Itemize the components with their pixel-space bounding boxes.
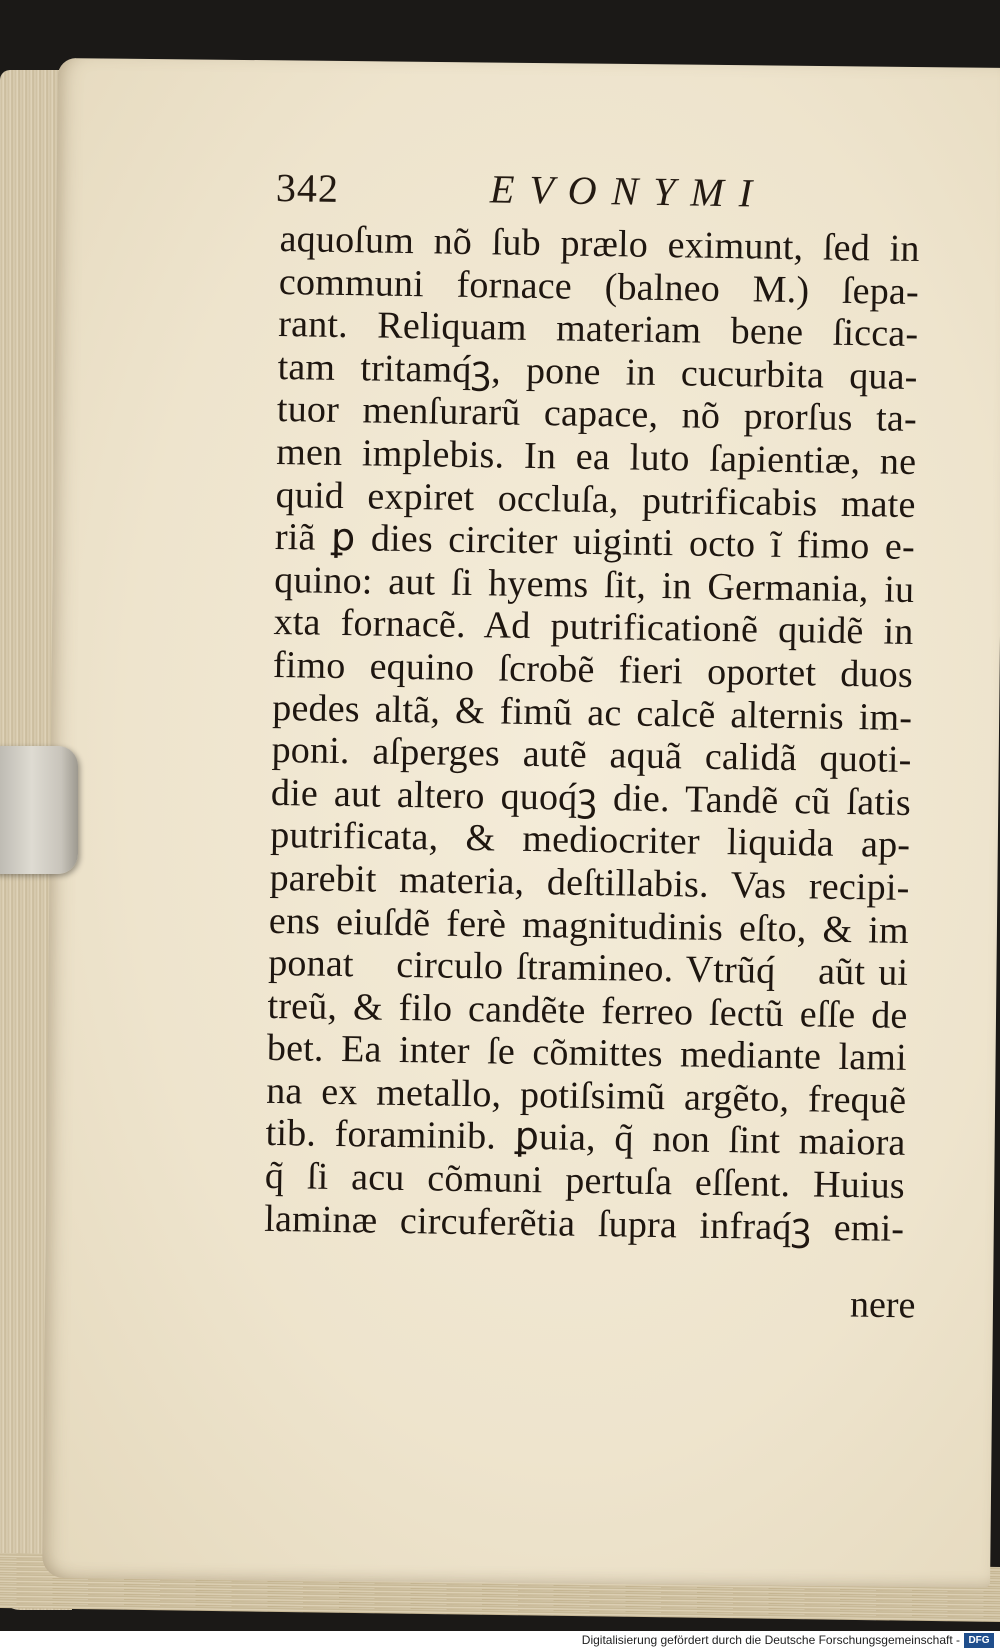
text-line: communi fornace (balneo M.) ſepa-: [278, 260, 920, 313]
text-line: quino: aut ſi hyems ſit, in Germania, iu: [273, 558, 915, 611]
text-line: aquoſum nõ ſub prælo eximunt, ſed in: [279, 218, 920, 271]
page-number: 342: [275, 165, 340, 211]
text-line: parebit materia, deſtillabis. Vas recipi-: [269, 856, 910, 909]
text-line: tuor menſurarũ capace, nõ prorſus ta-: [276, 388, 918, 441]
text-line: treũ, & filo candẽte ferreo ſectũ eſſe de: [267, 984, 908, 1037]
text-line: q̃ ſi acu cõmuni pertuſa eſſent. Huius: [264, 1154, 906, 1207]
text-line: riã ꝑ dies circiter uiginti octo ĩ fimo e-: [274, 516, 916, 569]
text-line: tam tritamq́ꝫ, pone in cucurbita qua-: [277, 345, 918, 398]
text-line: men implebis. In ea luto ſapientiæ, ne: [275, 430, 917, 483]
page-clip: [0, 746, 78, 874]
running-head: [275, 160, 768, 224]
body-text: [262, 218, 920, 1368]
text-line: quid expiret occluſa, putrificabis mate: [275, 473, 916, 526]
text-line: laminæ circuferẽtia ſupra infraq́ꝫ emi-: [263, 1197, 905, 1250]
text-line: fimo equino ſcrobẽ fieri oportet duos: [272, 643, 914, 696]
text-line: na ex metallo, potiſsimũ argẽto, frequẽ: [265, 1069, 907, 1122]
text-line: die aut altero quoq́ꝫ die. Tandẽ cũ ſatis: [270, 771, 912, 824]
footer-credit-bar: [0, 1631, 1000, 1651]
text-line: poni. aſperges autẽ aquã calidã quoti-: [271, 729, 912, 782]
text-line: bet. Ea inter ſe cõmittes mediante lami: [266, 1027, 908, 1080]
footer-credit-text: Digitalisierung gefördert durch die Deutsche Forschungsgemeinschaft -: [581, 1633, 960, 1647]
text-line: pedes altã, & fimũ ac calcẽ alternis im-: [271, 686, 913, 739]
catchword: nere: [849, 1283, 916, 1327]
text-line: rant. Reliquam materiam bene ſicca-: [278, 303, 919, 356]
text-line: xta fornacẽ. Ad putrificationẽ quidẽ in: [273, 601, 914, 654]
text-line: ponatᷓ circulo ſtramineo. Vtrũq́ꝫ aũt ui: [267, 942, 909, 995]
text-line: putrificata, & mediocriter liquida ap-: [269, 814, 911, 867]
text-line: tib. foraminib. ꝑuia, q̃ non ſint maiora: [265, 1112, 906, 1165]
text-line: ens eiuſdẽ ferè magnitudinis eſto, & im: [268, 899, 910, 952]
running-head-title: EVONYMI: [489, 166, 768, 216]
dfg-logo: DFG: [964, 1633, 994, 1648]
